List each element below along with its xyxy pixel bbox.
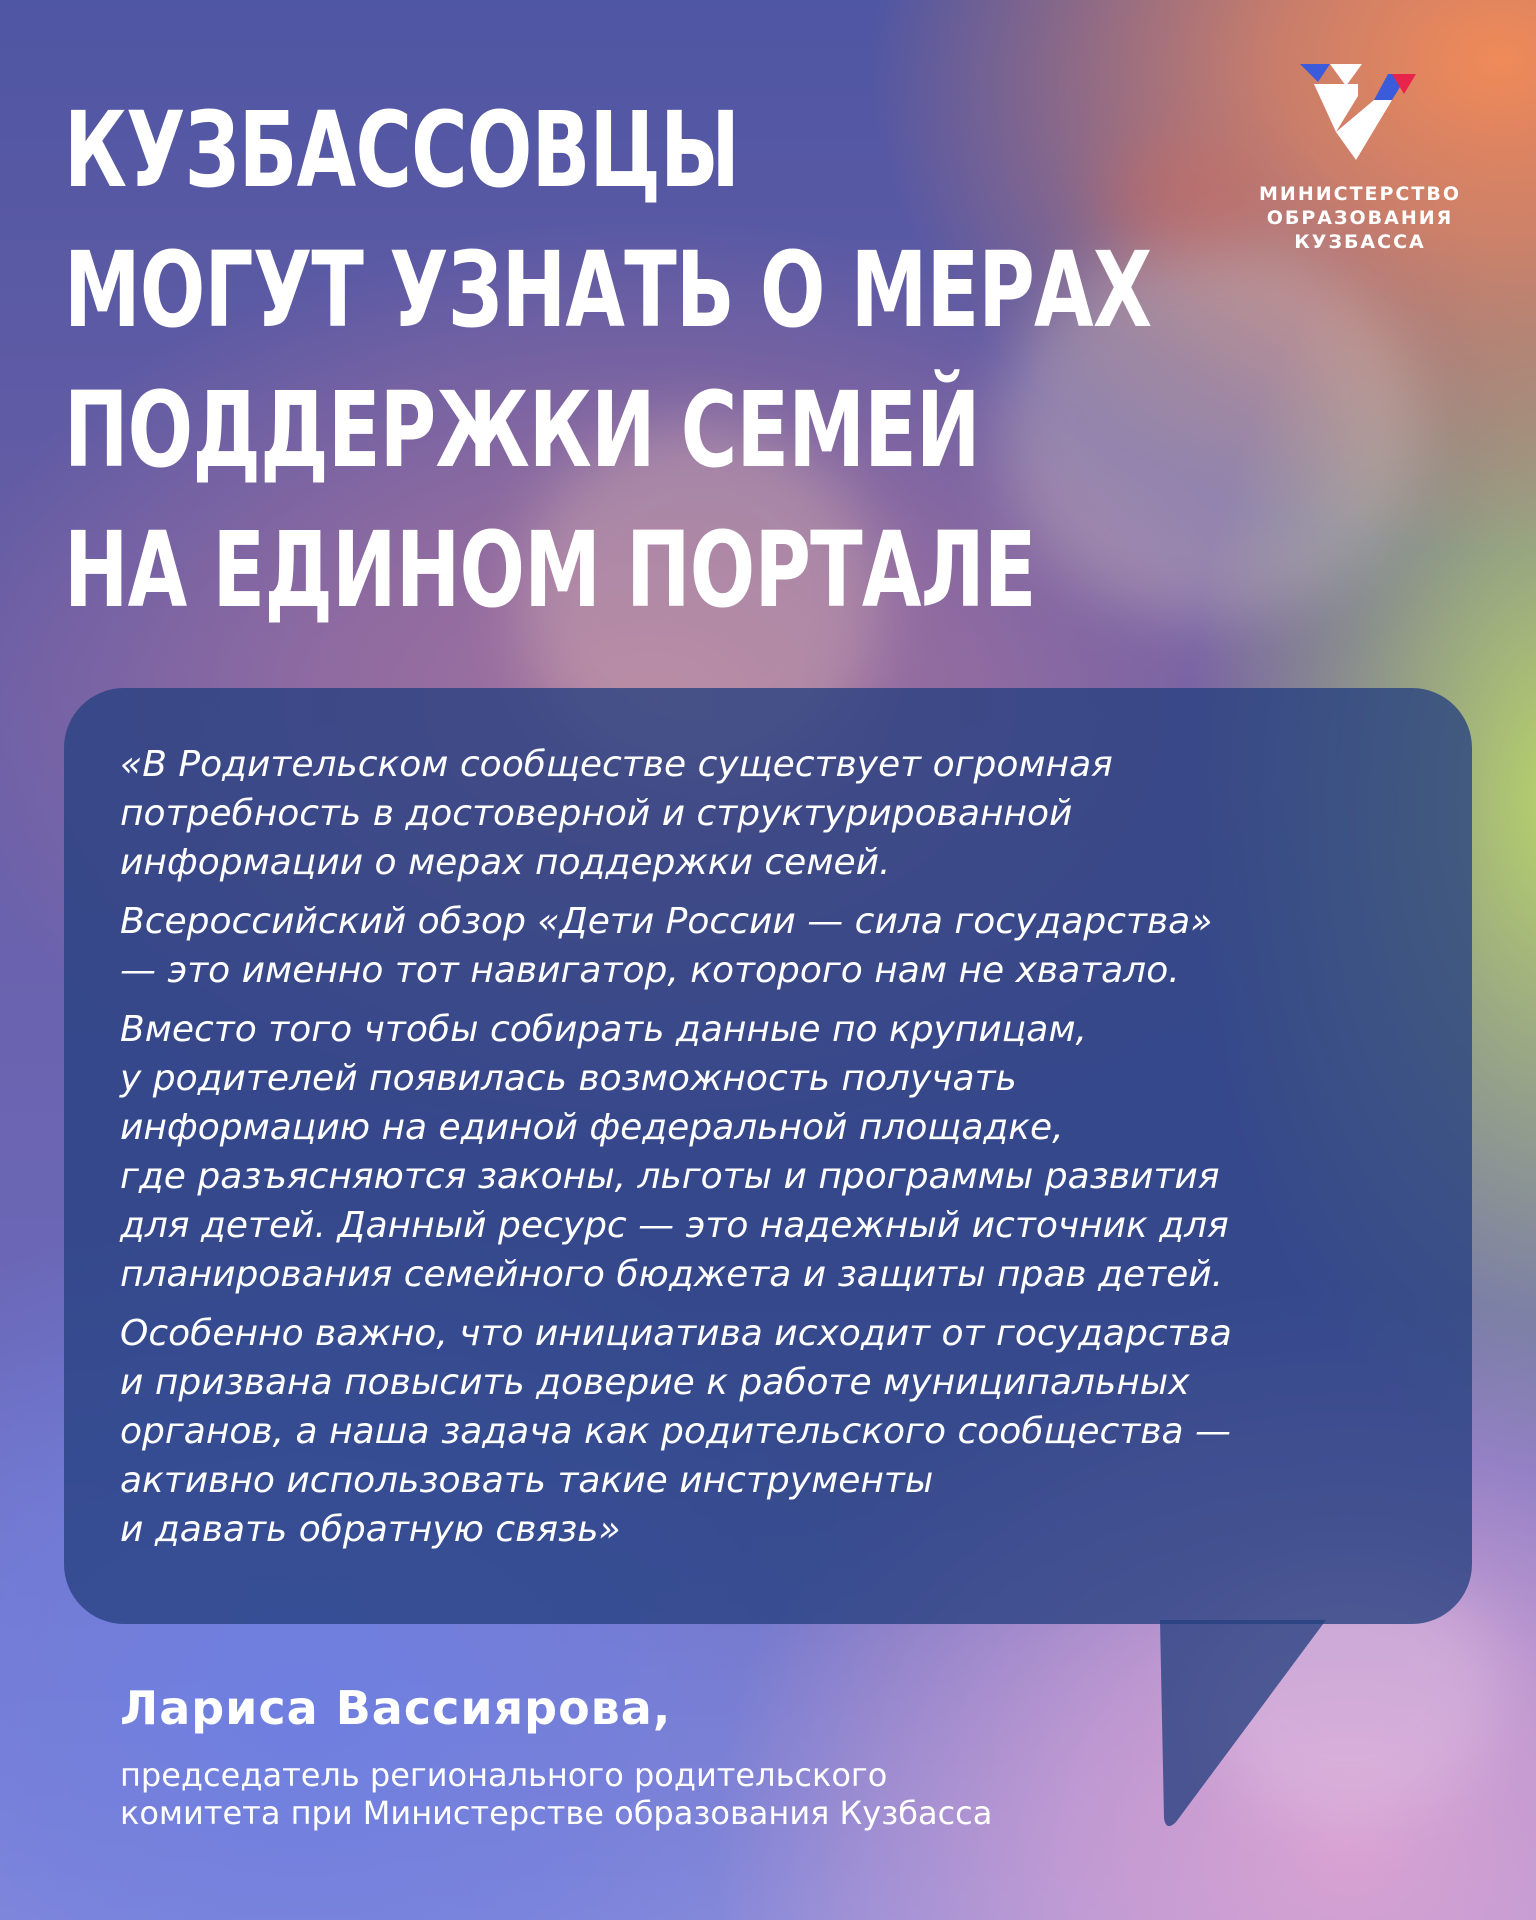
quote-line: информацию на единой федеральной площадке, [120,1107,1064,1148]
quote-line: информации о мерах поддержки семей. [120,842,891,883]
quote-paragraph [120,1309,1450,1554]
author-role-line: председатель регионального родительского [120,1756,888,1794]
ministry-logo-icon [1300,60,1420,160]
quote-paragraph [120,740,1450,887]
quote-paragraph [120,897,1450,995]
quote-text [120,740,1450,1564]
quote-line: Всероссийский обзор «Дети России — сила государства» [120,901,1213,942]
title-line: МОГУТ УЗНАТЬ О МЕРАХ [64,229,1152,351]
quote-line: для детей. Данный ресурс — это надежный источник для [120,1205,1229,1246]
ministry-logo-text [1240,182,1480,254]
author-name: Лариса Вассиярова, [120,1681,672,1735]
page-title [64,80,1151,640]
author-role-line: комитета при Министерстве образования Кузбасса [120,1794,993,1832]
title-line: ПОДДЕРЖКИ СЕМЕЙ [64,369,980,491]
quote-line: потребность в достоверной и структурированной [120,793,1073,834]
quote-line: — это именно тот навигатор, которого нам не хватало. [120,950,1180,991]
quote-line: Особенно важно, что инициатива исходит от государства [120,1313,1232,1354]
logo-text-line: ОБРАЗОВАНИЯ [1266,207,1454,229]
quote-line: Вместо того чтобы собирать данные по крупицам, [120,1009,1087,1050]
quote-line: и призвана повысить доверие к работе муниципальных [120,1362,1190,1403]
author-role [120,1756,992,1832]
quote-line: органов, а наша задача как родительского сообщества — [120,1411,1232,1452]
quote-line: «В Родительском сообществе существует огромная [120,744,1113,785]
quote-line: и давать обратную связь» [120,1509,621,1550]
quote-line: у родителей появилась возможность получать [120,1058,1017,1099]
logo-text-line: КУЗБАССА [1294,231,1426,253]
ministry-logo [1240,60,1480,270]
quote-line: где разъясняются законы, льготы и программы развития [120,1156,1220,1197]
quote-line: планирования семейного бюджета и защиты прав детей. [120,1254,1224,1295]
quote-paragraph [120,1005,1450,1299]
title-line: КУЗБАССОВЦЫ [64,89,740,211]
quote-line: активно использовать такие инструменты [120,1460,934,1501]
title-line: НА ЕДИНОМ ПОРТАЛЕ [64,509,1036,631]
logo-text-line: МИНИСТЕРСТВО [1259,183,1461,205]
